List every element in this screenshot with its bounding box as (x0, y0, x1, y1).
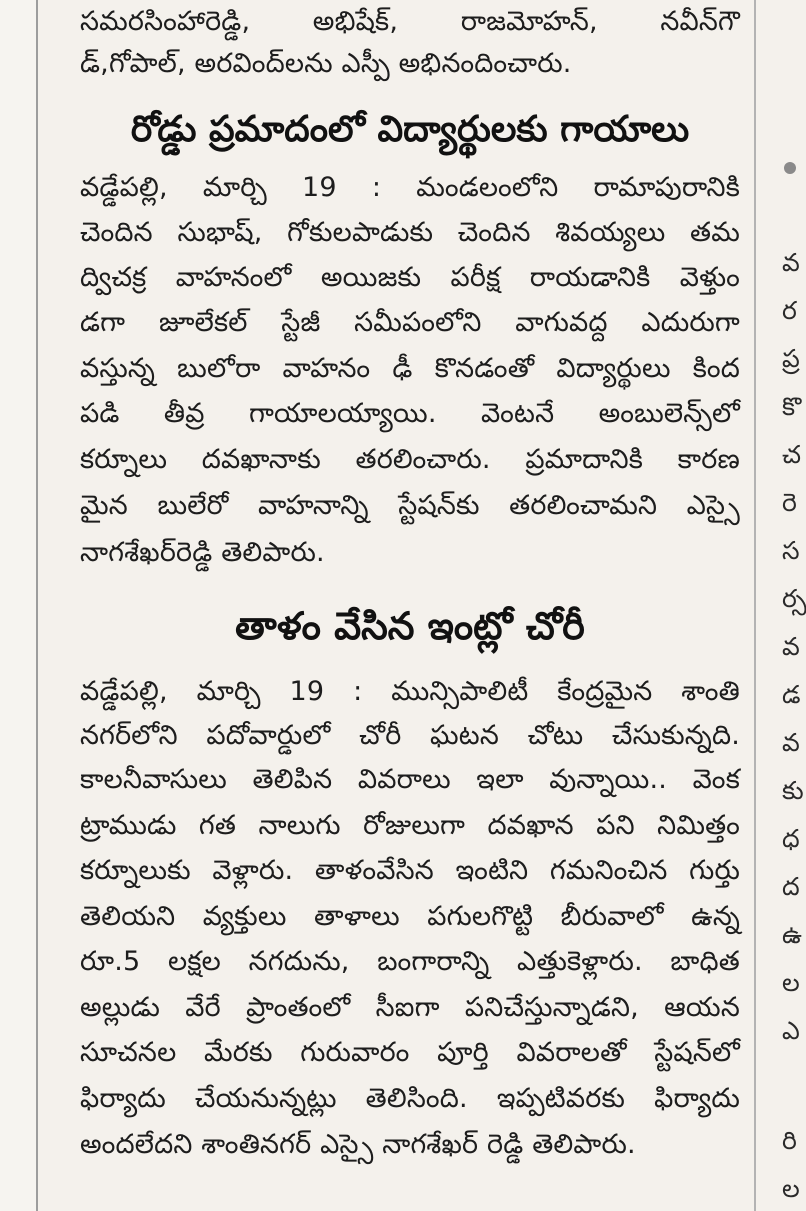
right-fragment: వ (782, 632, 800, 661)
right-fragment: ల (782, 968, 800, 997)
article2-line-6: తెలియని వ్యక్తులు తాళాలు పగులగొట్టి బీరువాలో ఉన్న (80, 901, 740, 932)
article1-line-7: కర్నూలు దవఖానాకు తరలించారు. ప్రమాదానికి కారణ (80, 444, 740, 475)
right-fragment: వ (782, 248, 800, 277)
right-fragment: కు (782, 776, 804, 805)
article2-line-9: సూచనల మేరకు గురువారం పూర్తి వివరాలతో స్టేషన్‌లో (80, 1037, 740, 1068)
intro-line-1: సమరసింహారెడ్డి, అభిషేక్, రాజమోహన్, నవీన్‌గౌ (80, 6, 740, 37)
right-neighbour-column (758, 0, 806, 1211)
article2-line-5: కర్నూలుకు వెళ్లారు. తాళంవేసిన ఇంటిని గమనించిన గుర్తు (80, 855, 740, 886)
right-fragment: రి (782, 1126, 797, 1155)
article2-line-3: కాలనీవాసులు తెలిపిన వివరాలు ఇలా వున్నాయి.. వెంక (80, 764, 740, 795)
right-fragment: ల (782, 1174, 800, 1203)
right-fragment: ధ (782, 824, 800, 853)
article2-line-7: రూ.5 లక్షల నగదును, బంగారాన్ని ఎత్తుకెళ్లారు. బాధిత (80, 946, 740, 977)
article1-line-5: వస్తున్న బులోరా వాహనం ఢీ కొనడంతో విద్యార్థులు కింద (80, 353, 740, 384)
article2-line-2: నగర్‌లోని పదోవార్డులో చోరీ ఘటన చోటు చేసుకున్నది. (80, 720, 740, 751)
article2-line-4: ట్రాముడు గత నాలుగు రోజులుగా దవఖాన పని నిమిత్తం (80, 810, 740, 841)
right-fragment: స (782, 536, 800, 565)
article1-line-3: ద్విచక్ర వాహనంలో అయిజకు పరీక్ష రాయడానికి వెళ్తుం (80, 262, 740, 293)
article1-line-4: డగా జూలేకల్ స్టేజీ సమీపంలోని వాగువద్ద ఎదురుగా (80, 307, 740, 338)
article2-headline: తాళం వేసిన ఇంట్లో చోరీ (235, 604, 585, 648)
article2-line-1: వడ్డేపల్లి, మార్చి 19 : మున్సిపాలిటీ కేంద్రమైన శాంతి (80, 676, 740, 707)
article2-line-8: అల్లుడు వేరే ప్రాంతంలో సీఐగా పనిచేస్తున్నాడని, ఆయన (80, 992, 740, 1023)
right-fragment: ర్స (782, 584, 806, 613)
right-fragment: ర (782, 296, 797, 325)
left-gutter (0, 0, 36, 1211)
right-fragment: రె (782, 488, 797, 517)
bullet-dot (784, 162, 796, 174)
right-fragment: వ (782, 728, 800, 757)
article2-line-10: ఫిర్యాదు చేయనున్నట్లు తెలిసింది. ఇప్పటివరకు ఫిర్యాదు (80, 1083, 740, 1114)
column-rule-right (754, 0, 756, 1211)
column-rule-left (36, 0, 38, 1211)
right-fragment: చ (782, 440, 802, 469)
intro-line-2: డ్,గోపాల్, అరవింద్‌లను ఎస్పీ అభినందించారు. (80, 48, 572, 79)
article1-line-1: వడ్డేపల్లి, మార్చి 19 : మండలంలోని రామాపురానికి (80, 172, 740, 203)
right-fragment: ప్ర (782, 344, 800, 373)
article1-line-9: నాగశేఖర్‌రెడ్డి తెలిపారు. (80, 537, 325, 568)
right-fragment: కొ (782, 392, 802, 421)
article1-line-2: చెందిన సుభాష్, గోకులపాడుకు చెందిన శివయ్యలు తమ (80, 217, 740, 248)
right-fragment: ద (782, 872, 800, 901)
article2-line-11: అందలేదని శాంతినగర్ ఎస్సై నాగశేఖర్ రెడ్డి తెలిపారు. (80, 1129, 636, 1160)
right-fragment: డ (782, 680, 801, 709)
article1-headline: రోడ్డు ప్రమాదంలో విద్యార్థులకు గాయాలు (130, 109, 690, 150)
article1-line-8: మైన బులేరో వాహనాన్ని స్టేషన్‌కు తరలించామని ఎస్సై (80, 490, 740, 521)
article1-line-6: పడి తీవ్ర గాయాలయ్యాయి. వెంటనే అంబులెన్స్‌లో (80, 398, 740, 429)
right-fragment: ఉ (782, 920, 802, 949)
right-fragment: ఎ (782, 1016, 800, 1045)
